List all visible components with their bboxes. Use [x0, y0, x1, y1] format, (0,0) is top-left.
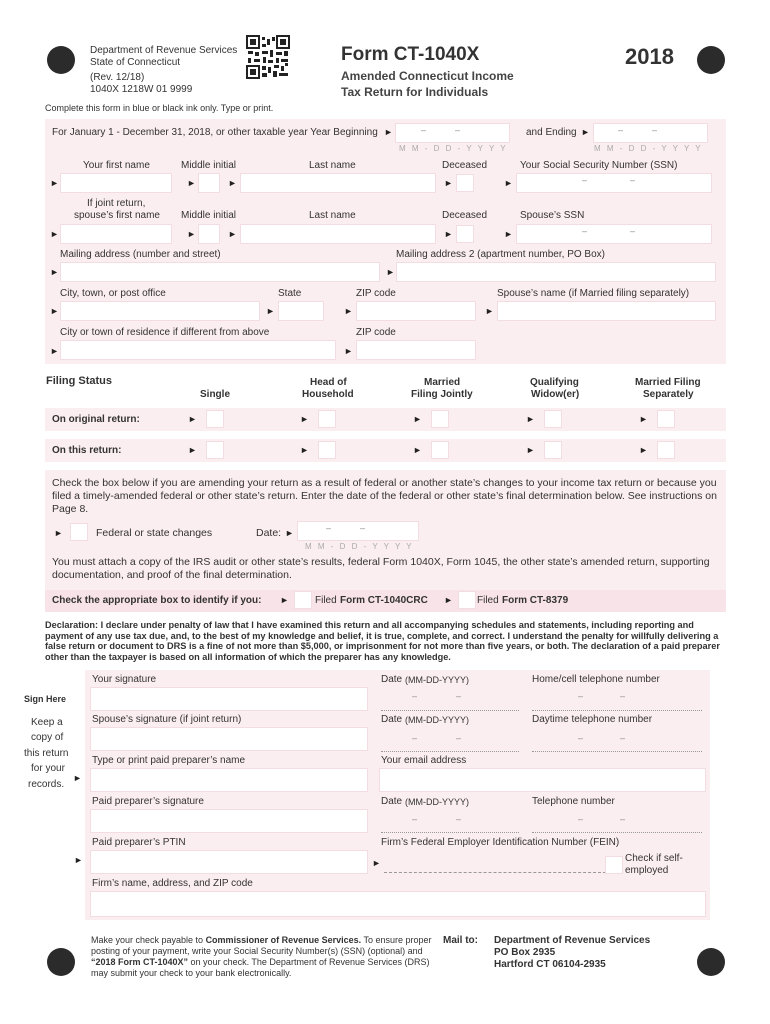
filed-8379-checkbox[interactable]: [458, 591, 476, 609]
registration-dot-bottom-left: [47, 948, 75, 976]
first-name-field[interactable]: [60, 173, 172, 193]
spouse-date-line: [381, 751, 519, 752]
arrow-icon: ►: [228, 178, 237, 188]
ssn-field[interactable]: [516, 173, 712, 193]
home-phone-label: Home/cell telephone number: [532, 674, 660, 685]
dash-glyph: –: [578, 733, 584, 743]
arrow-icon: ►: [187, 229, 196, 239]
arrow-icon: ►: [444, 229, 453, 239]
dash-glyph: –: [456, 733, 462, 743]
arrow-icon: ►: [50, 346, 59, 356]
preparer-name-label: Type or print paid preparer’s name: [92, 755, 246, 766]
spouse-last-name-field[interactable]: [240, 224, 436, 244]
begin-date-field[interactable]: [395, 123, 510, 143]
sig-date-format: (MM-DD-YYYY): [405, 675, 469, 685]
spouse-ssn-field[interactable]: [516, 224, 712, 244]
arrow-icon: ►: [639, 445, 648, 455]
arrow-icon: ►: [188, 414, 197, 424]
form-year: 2018: [625, 44, 674, 69]
spouse-deceased-checkbox[interactable]: [456, 225, 474, 243]
keep-copy-2: copy of: [31, 732, 64, 743]
arrow-icon: ►: [50, 306, 59, 316]
middle-initial-field[interactable]: [198, 173, 220, 193]
arrow-icon: ►: [187, 178, 196, 188]
this-single-checkbox[interactable]: [206, 441, 224, 459]
arrow-icon: ►: [228, 229, 237, 239]
zip-label: ZIP code: [356, 288, 396, 299]
status-single-header: Single: [200, 389, 231, 400]
dash-glyph: –: [326, 523, 332, 533]
amend-date-label: Date:: [256, 527, 282, 539]
city-label: City, town, or post office: [60, 288, 166, 299]
fein-line: [384, 872, 606, 873]
ssn-label: Your Social Security Number (SSN): [520, 160, 678, 171]
spouse-first-name-label-1: If joint return,: [87, 198, 146, 209]
filing-status-title: Filing Status: [46, 375, 112, 387]
taxable-year-label: For January 1 - December 31, 2018, or other taxable year Year Beginning: [52, 127, 378, 138]
dash-glyph: –: [578, 814, 584, 824]
filed-crc-checkbox[interactable]: [294, 591, 312, 609]
original-hoh-checkbox[interactable]: [318, 410, 336, 428]
mail-address-1: Department of Revenue Services: [494, 935, 651, 946]
registration-dot-top-left: [47, 46, 75, 74]
telephone-label: Telephone number: [532, 796, 615, 807]
mail-address-2: PO Box 2935: [494, 947, 556, 958]
arrow-icon: ►: [485, 306, 494, 316]
dash-glyph: –: [412, 733, 418, 743]
spouse-name-mfs-field[interactable]: [497, 301, 716, 321]
amend-paragraph: Check the box below if you are amending your return as a result of federal or another state’s changes to your income tax return or because you filed a timely-amended federal or other state’s return. Enter the date of the federal or other state’s final determination below. See instructions on Page 8.: [52, 477, 717, 515]
dash-glyph: –: [455, 125, 461, 135]
spouse-middle-field[interactable]: [198, 224, 220, 244]
city-field[interactable]: [60, 301, 260, 321]
spouse-middle-label: Middle initial: [181, 210, 237, 221]
arrow-icon: ►: [188, 445, 197, 455]
original-single-checkbox[interactable]: [206, 410, 224, 428]
mailing-address-label: Mailing address (number and street): [60, 249, 221, 260]
zip-2-field[interactable]: [356, 340, 476, 360]
email-field[interactable]: [379, 768, 706, 792]
ptin-field[interactable]: [90, 850, 368, 874]
this-return-label: On this return:: [52, 445, 122, 456]
deceased-label: Deceased: [442, 160, 488, 171]
sig-date-label: Date: [381, 674, 403, 685]
dash-glyph: –: [582, 175, 588, 185]
mailing-address-2-field[interactable]: [396, 262, 716, 282]
revision: (Rev. 12/18): [90, 72, 145, 83]
dash-glyph: –: [630, 175, 636, 185]
qr-code-icon: [246, 35, 290, 79]
status-hoh-header-1: Head of: [310, 377, 347, 388]
arrow-icon: ►: [50, 267, 59, 277]
arrow-icon: ►: [344, 346, 353, 356]
arrow-icon: ►: [581, 127, 590, 137]
original-qw-checkbox[interactable]: [544, 410, 562, 428]
original-return-row: [45, 408, 726, 431]
email-label: Your email address: [381, 755, 467, 766]
arrow-icon: ►: [504, 229, 513, 239]
arrow-icon: ►: [280, 595, 289, 605]
mail-to-label: Mail to:: [443, 935, 478, 946]
sig-date-line: [381, 710, 519, 711]
registration-dot-top-right: [697, 46, 725, 74]
your-signature-label: Your signature: [92, 674, 157, 685]
residence-field[interactable]: [60, 340, 336, 360]
this-return-row: [45, 439, 726, 462]
form-code: 1040X 1218W 01 9999: [90, 84, 193, 95]
payment-line-3: [91, 957, 430, 967]
dash-glyph: –: [412, 691, 418, 701]
filed-8379-form: Form CT-8379: [502, 595, 569, 606]
status-mfj-header-2: Filing Jointly: [411, 389, 473, 400]
form-subtitle-2: Tax Return for Individuals: [341, 85, 489, 99]
day-phone-line: [532, 751, 702, 752]
spouse-signature-label: Spouse’s signature (if joint return): [92, 714, 242, 725]
preparer-date-format: (MM-DD-YYYY): [405, 797, 469, 807]
check-identify-label: Check the appropriate box to identify if you:: [52, 595, 262, 606]
filed-crc-prefix: Filed: [315, 595, 337, 606]
federal-state-changes-label: Federal or state changes: [96, 527, 213, 539]
dash-glyph: –: [620, 691, 626, 701]
last-name-field[interactable]: [240, 173, 436, 193]
arrow-icon: ►: [50, 229, 59, 239]
arrow-icon: ►: [413, 414, 422, 424]
day-phone-label: Daytime telephone number: [532, 714, 653, 725]
state-field[interactable]: [278, 301, 324, 321]
arrow-icon: ►: [526, 414, 535, 424]
spouse-first-name-label-2: spouse’s first name: [74, 210, 160, 221]
arrow-icon: ►: [50, 178, 59, 188]
status-mfs-header-1: Married Filing: [635, 377, 701, 388]
home-phone-line: [532, 710, 702, 711]
status-qw-header-2: Widow(er): [531, 389, 580, 400]
payment-line-1: [91, 935, 432, 945]
arrow-icon: ►: [300, 445, 309, 455]
arrow-icon: ►: [73, 773, 82, 783]
payment-text-3b: on your check. The Department of Revenue Services (DRS): [188, 957, 430, 967]
arrow-icon: ►: [54, 528, 63, 538]
arrow-icon: ►: [639, 414, 648, 424]
arrow-icon: ►: [504, 178, 513, 188]
amend-date-field[interactable]: [297, 521, 419, 541]
mailing-address-2-label: Mailing address 2 (apartment number, PO Box): [396, 249, 605, 260]
filed-8379-prefix: Filed: [477, 595, 499, 606]
filed-crc-form: Form CT-1040CRC: [340, 595, 428, 606]
residence-label: City or town of residence if different from above: [60, 327, 270, 338]
preparer-name-field[interactable]: [90, 768, 368, 792]
preparer-signature-field[interactable]: [90, 809, 368, 833]
end-date-placeholder: M M - D D - Y Y Y Y: [594, 144, 703, 153]
mail-address-3: Hartford CT 06104-2935: [494, 959, 606, 970]
first-name-label: Your first name: [83, 160, 150, 171]
zip-2-label: ZIP code: [356, 327, 396, 338]
status-hoh-header-2: Household: [302, 389, 354, 400]
self-employed-checkbox[interactable]: [605, 856, 623, 874]
dash-glyph: –: [412, 814, 418, 824]
self-employed-label-1: Check if self-: [625, 853, 683, 864]
this-mfs-checkbox[interactable]: [657, 441, 675, 459]
spouse-ssn-label: Spouse’s SSN: [520, 210, 585, 221]
keep-copy-4: for your: [31, 763, 65, 774]
preparer-date-line: [381, 832, 519, 833]
payment-form-ref: “2018 Form CT-1040X”: [91, 957, 189, 967]
your-signature-field[interactable]: [90, 687, 368, 711]
arrow-icon: ►: [526, 445, 535, 455]
arrow-icon: ►: [384, 127, 393, 137]
spouse-name-mfs-label: Spouse’s name (if Married filing separately): [497, 288, 690, 299]
status-qw-header-1: Qualifying: [530, 377, 579, 388]
spouse-signature-field[interactable]: [90, 727, 368, 751]
dash-glyph: –: [620, 814, 626, 824]
status-mfj-header-1: Married: [424, 377, 461, 388]
federal-state-changes-checkbox[interactable]: [70, 523, 88, 541]
dash-glyph: –: [630, 226, 636, 236]
original-mfs-checkbox[interactable]: [657, 410, 675, 428]
this-hoh-checkbox[interactable]: [318, 441, 336, 459]
last-name-label: Last name: [309, 160, 356, 171]
end-date-field[interactable]: [593, 123, 708, 143]
arrow-icon: ►: [444, 178, 453, 188]
dash-glyph: –: [456, 691, 462, 701]
spouse-date-format: (MM-DD-YYYY): [405, 715, 469, 725]
arrow-icon: ►: [344, 306, 353, 316]
dash-glyph: –: [456, 814, 462, 824]
payment-text-1c: To ensure proper: [361, 935, 432, 945]
dash-glyph: –: [582, 226, 588, 236]
middle-initial-label: Middle initial: [181, 160, 237, 171]
form-subtitle-1: Amended Connecticut Income: [341, 69, 514, 83]
original-mfj-checkbox[interactable]: [431, 410, 449, 428]
arrow-icon: ►: [444, 595, 453, 605]
spouse-last-label: Last name: [309, 210, 356, 221]
this-qw-checkbox[interactable]: [544, 441, 562, 459]
keep-copy-1: Keep a: [31, 717, 63, 728]
dash-glyph: –: [620, 733, 626, 743]
fein-label: Firm’s Federal Employer Identification Number (FEIN): [381, 837, 620, 848]
dash-glyph: –: [421, 125, 427, 135]
arrow-icon: ►: [300, 414, 309, 424]
dash-glyph: –: [618, 125, 624, 135]
amend-date-placeholder: M M - D D - Y Y Y Y: [305, 542, 414, 551]
sign-here-label: Sign Here: [24, 694, 67, 704]
telephone-line: [532, 832, 702, 833]
attach-paragraph: You must attach a copy of the IRS audit or other state’s results, federal Form 1040X, Form 1045, the other state’s amended return, supporting documentation, and proof of the final determination.: [52, 556, 710, 581]
arrow-icon: ►: [386, 267, 395, 277]
payment-text-1a: Make your check payable to: [91, 935, 206, 945]
spouse-first-name-field[interactable]: [60, 224, 172, 244]
keep-copy-3: this return: [24, 748, 69, 759]
spouse-date-label: Date: [381, 714, 403, 725]
self-employed-label-2: employed: [625, 865, 669, 876]
original-return-label: On original return:: [52, 414, 140, 425]
payment-payee: Commissioner of Revenue Services.: [205, 935, 362, 945]
spouse-deceased-label: Deceased: [442, 210, 488, 221]
declaration-text: Declaration: I declare under penalty of law that I have examined this return and all accompanying schedules and statements, including reporting and payment of any use tax due, and, to the best of my knowledge and belief, it is true, complete, and correct. I understand the penalty for willfully delivering a false return or document to DRS is a fine of not more than $5,000, or imprisonment for not more than five years, or both. The declaration of a paid preparer other than the taxpayer is based on all information of which the preparer has any knowledge.: [45, 620, 720, 662]
state-label: State: [278, 288, 302, 299]
ending-label: and Ending: [526, 127, 577, 138]
arrow-icon: ►: [372, 858, 381, 868]
dash-glyph: –: [652, 125, 658, 135]
zip-field[interactable]: [356, 301, 476, 321]
firm-field[interactable]: [90, 891, 706, 917]
ptin-label: Paid preparer’s PTIN: [92, 837, 186, 848]
form-title: Form CT-1040X: [341, 44, 480, 65]
dept-name: Department of Revenue Services: [90, 45, 238, 56]
keep-copy-5: records.: [28, 779, 65, 790]
dash-glyph: –: [578, 691, 584, 701]
preparer-date-label: Date: [381, 796, 403, 807]
ink-instruction: Complete this form in blue or black ink only. Type or print.: [45, 103, 274, 113]
preparer-signature-label: Paid preparer’s signature: [92, 796, 204, 807]
arrow-icon: ►: [413, 445, 422, 455]
payment-line-2: posting of your payment, write your Social Security Number(s) (SSN) (optional) and: [91, 946, 423, 956]
registration-dot-bottom-right: [697, 948, 725, 976]
dash-glyph: –: [360, 523, 366, 533]
begin-date-placeholder: M M - D D - Y Y Y Y: [399, 144, 508, 153]
arrow-icon: ►: [285, 528, 294, 538]
arrow-icon: ►: [74, 855, 83, 865]
mailing-address-field[interactable]: [60, 262, 380, 282]
this-mfj-checkbox[interactable]: [431, 441, 449, 459]
payment-line-4: may submit your check to your bank electronically.: [91, 968, 292, 978]
firm-label: Firm’s name, address, and ZIP code: [92, 878, 253, 889]
state-name: State of Connecticut: [90, 57, 181, 68]
deceased-checkbox[interactable]: [456, 174, 474, 192]
arrow-icon: ►: [266, 306, 275, 316]
status-mfs-header-2: Separately: [643, 389, 694, 400]
